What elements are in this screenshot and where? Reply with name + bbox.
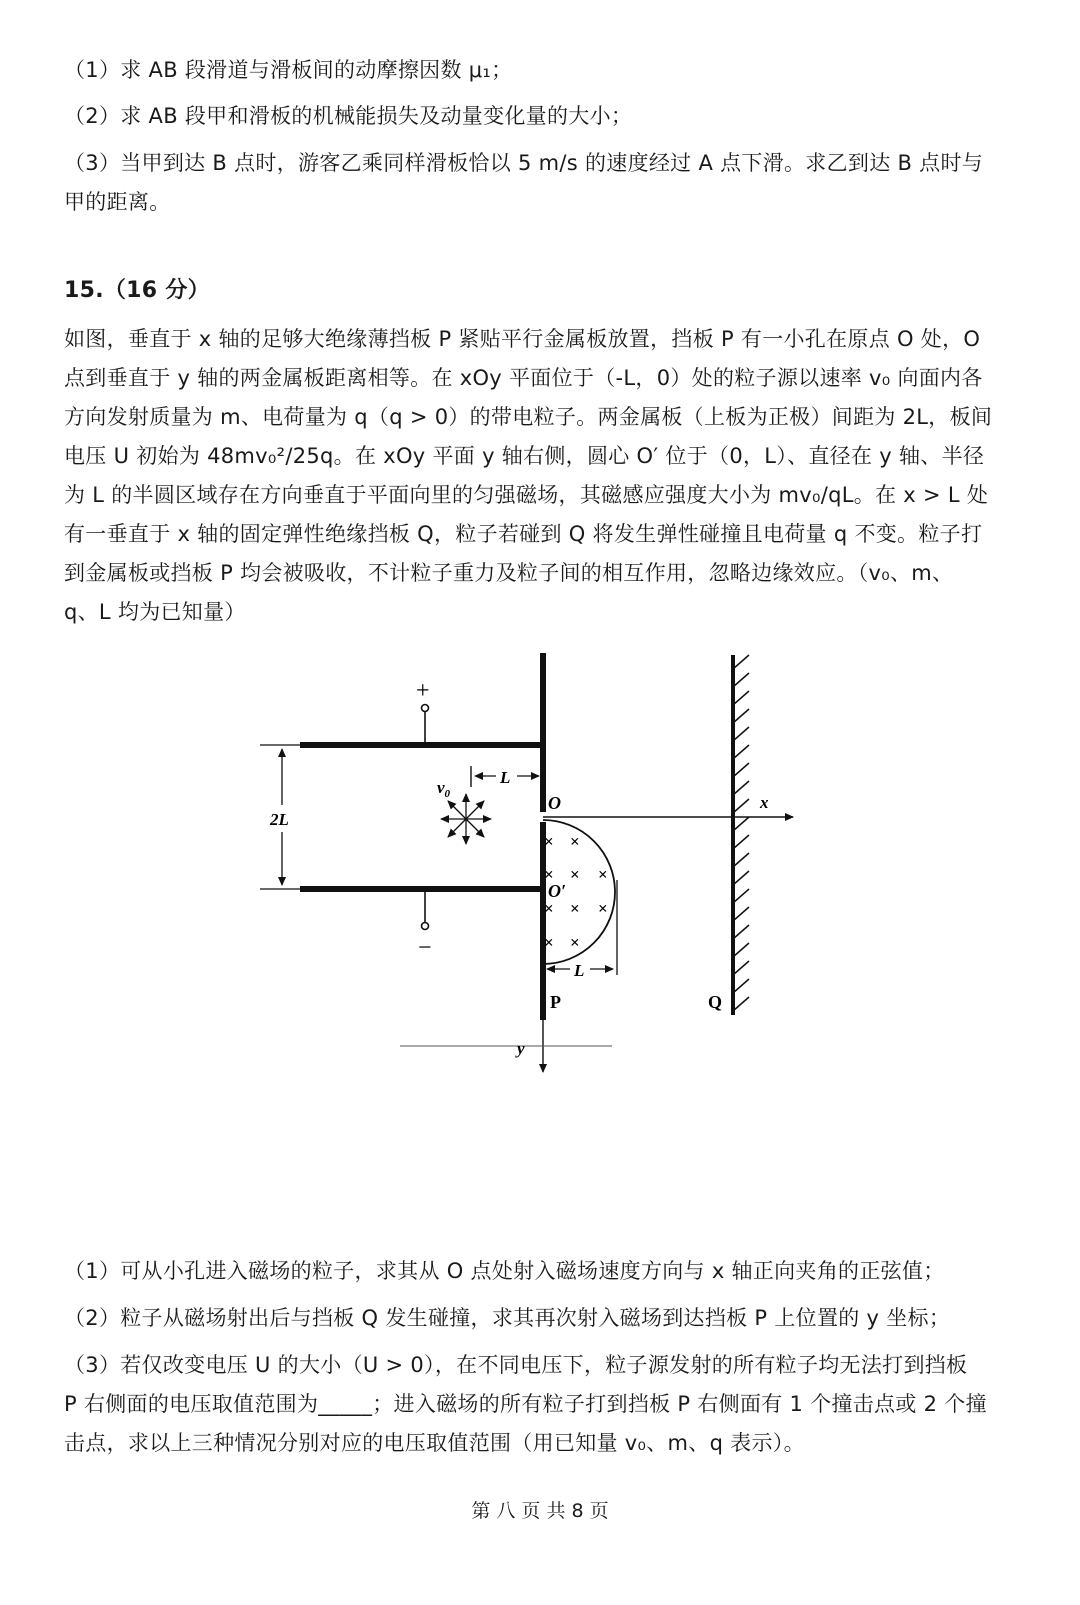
problem-line-7: 到金属板或挡板 P 均会被吸收，不计粒子重力及粒子间的相互作用，忽略边缘效应。（v₀、m、 <box>64 561 954 585</box>
page-footer: 第 八 页 共 8 页 <box>471 1500 609 1522</box>
problem-header: 15.（16 分） <box>64 278 210 303</box>
l-bottom-label: L <box>574 961 585 980</box>
label-y: y <box>517 1039 525 1058</box>
problem-line-4: 电压 U 初始为 48mv₀²/25q。在 xOy 平面 y 轴右侧，圆心 O′ 位于（0，L）、直径在 y 轴、半径 <box>64 444 985 468</box>
top-terminal <box>422 705 429 712</box>
bottom-terminal <box>422 923 429 930</box>
label-o: O <box>548 793 561 813</box>
field-mark: × <box>570 865 580 884</box>
v0-label: $v_0$ <box>437 778 451 800</box>
field-mark: × <box>544 865 554 884</box>
minus-sign: − <box>418 935 432 961</box>
sub-question-3-cont-2: 击点，求以上三种情况分别对应的电压取值范围（用已知量 v₀、m、q 表示）。 <box>64 1431 805 1455</box>
problem-line-3: 方向发射质量为 m、电荷量为 q（q > 0）的带电粒子。两金属板（上板为正极）间距为 2L，板间 <box>64 405 993 429</box>
prev-question-3-cont: 甲的距离。 <box>64 190 171 214</box>
problem-line-6: 有一垂直于 x 轴的固定弹性绝缘挡板 Q，粒子若碰到 Q 将发生弹性碰撞且电荷量 q 不变。粒子打 <box>64 522 983 546</box>
prev-question-3: （3）当甲到达 B 点时，游客乙乘同样滑板恰以 5 m/s 的速度经过 A 点下滑。求乙到达 B 点时与 <box>64 151 984 175</box>
field-mark: × <box>598 899 608 918</box>
problem-line-1: 如图，垂直于 x 轴的足够大绝缘薄挡板 P 紧贴平行金属板放置，挡板 P 有一小孔在原点 O 处，O <box>64 327 981 351</box>
field-mark: × <box>570 899 580 918</box>
field-mark: × <box>544 899 554 918</box>
field-mark: × <box>544 832 554 851</box>
problem-line-2: 点到垂直于 y 轴的两金属板距离相等。在 xOy 平面位于（-L，0）处的粒子源以速率 v₀ 向面内各 <box>64 366 983 390</box>
label-x: x <box>760 793 769 812</box>
field-mark: × <box>598 865 608 884</box>
label-o-prime: O′ <box>548 881 567 901</box>
prev-question-2: （2）求 AB 段甲和滑板的机械能损失及动量变化量的大小； <box>64 104 633 128</box>
sub-question-2: （2）粒子从磁场射出后与挡板 Q 发生碰撞，求其再次射入磁场到达挡板 P 上位置的 y 坐标； <box>64 1306 951 1330</box>
field-mark: × <box>570 832 580 851</box>
label-q: Q <box>708 992 723 1012</box>
label-p: P <box>550 992 561 1012</box>
field-mark: × <box>544 933 554 952</box>
field-mark: × <box>570 933 580 952</box>
plus-sign: + <box>416 678 430 704</box>
particle-source <box>441 794 491 844</box>
sub-question-1: （1）可从小孔进入磁场的粒子，求其从 O 点处射入磁场速度方向与 x 轴正向夹角的正弦值； <box>64 1259 945 1283</box>
problem-line-8: q、L 均为已知量） <box>64 600 246 624</box>
barrier-q-hatching <box>733 655 749 1011</box>
prev-question-1: （1）求 AB 段滑道与滑板间的动摩擦因数 μ₁； <box>64 58 513 82</box>
gap-label: 2L <box>270 810 289 829</box>
l-top-label: L <box>500 768 511 787</box>
problem-line-5: 为 L 的半圆区域存在方向垂直于平面向里的匀强磁场，其磁感应强度大小为 mv₀/qL。在 x > L 处 <box>64 483 989 507</box>
sub-question-3-cont: P 右侧面的电压取值范围为_____；进入磁场的所有粒子打到挡板 P 右侧面有 1 个撞击点或 2 个撞 <box>64 1392 987 1416</box>
sub-question-3: （3）若仅改变电压 U 的大小（U > 0），在不同电压下，粒子源发射的所有粒子均无法打到挡板 <box>64 1353 968 1377</box>
